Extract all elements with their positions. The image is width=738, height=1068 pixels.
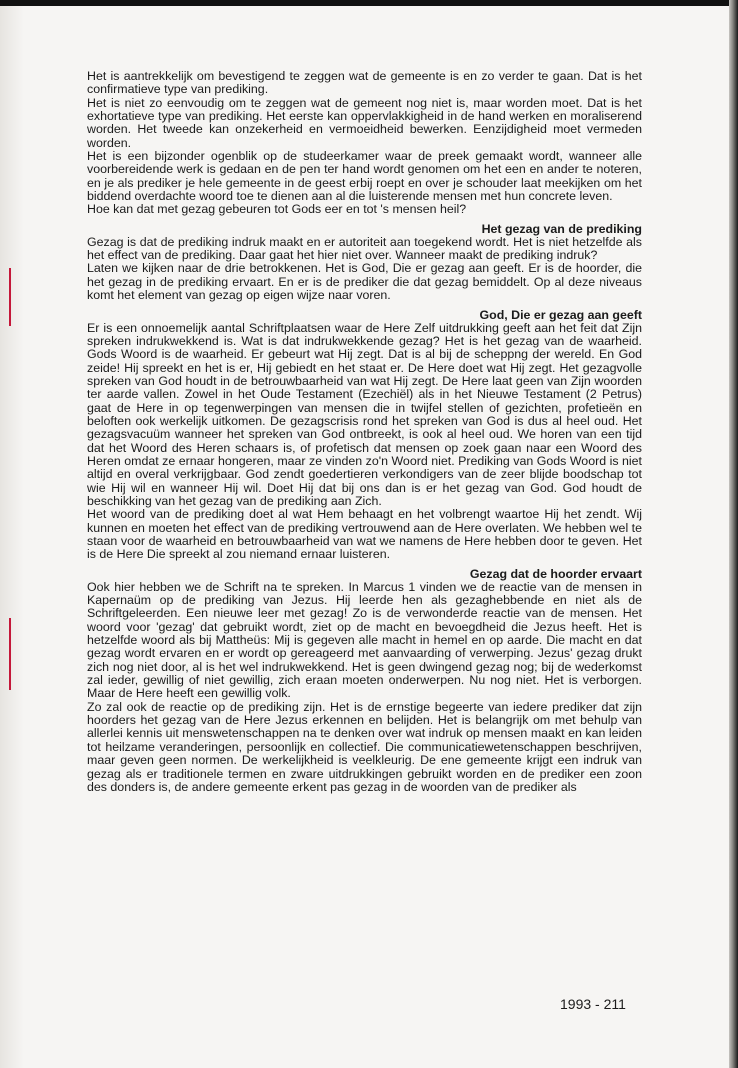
paragraph: Het woord van de prediking doet al wat Hem behaagt en het volbrengt waartoe Hij het zendt. Wij kunnen en moeten het effect van de prediking vertrouwend aan de Here overlaten. We hebben wel te staan voor de waarheid en betrouwbaarheid van wat we namens de Here hebben door te geven. Het is de Here Die spreekt al zou niemand ernaar luisteren. — [87, 507, 642, 562]
paragraph: Hoe kan dat met gezag gebeuren tot Gods eer en tot 's mensen heil? — [87, 202, 467, 217]
paragraph: Het is aantrekkelijk om bevestigend te zeggen wat de gemeente is en zo verder te gaan. Dat is het confirmatieve type van prediking. — [87, 69, 642, 97]
paragraph: Er is een onnoemelijk aantal Schriftplaatsen waar de Here Zelf uitdrukking geeft aan het feit dat Zijn spreken indrukwekkend is. Wat is dat indrukwekkende gezag? Het is het gezag van de waarheid. Gods Woord is de waarheid. Er gebeurt wat Hij zegt. Dat is al bij de scheppng der wereld. En God zeide! Hij spreekt en het is er, Hij gebiedt en het staat er. De Here doet wat Hij zegt. Het gezagvolle spreken van God houdt in de betrouwbaarheid van wat Hij zegt. De Here laat geen van Zijn woorden ter aarde vallen. Zowel in het Oude Testament (Ezechiël) als in het Nieuwe Testament (2 Petrus) gaat de Here in op tegenwerpingen van mensen die in twijfel stellen of gezichten, profetieën en beloften ook werkelijk uitkomen. De gezagscrisis rond het spreken van God is dus al heel oud. Het gezagsvacuüm wanneer het spreken van God ontbreekt, is ook al heel oud. We horen van een tijd dat het Woord des Heren schaars is, of profetisch dat mensen op zoek gaan naar een Woord des Heren omdat ze ernaar hongeren, maar ze vinden zo'n Woord niet. Prediking van Gods Woord is niet altijd en overal verkrijgbaar. God zendt goedertieren verkondigers van de zeer blijde boodschap tot wie Hij wil en wanneer Hij wil. Doet Hij dat bij ons dan is er het gezag van God. God houdt de beschikking van het gezag van de prediking aan Zich. — [87, 320, 642, 508]
section-heading-hoorder: Gezag dat de hoorder ervaart — [469, 566, 642, 581]
paragraph: Laten we kijken naar de drie betrokkenen. Het is God, Die er gezag aan geeft. Er is de hoorder, die het gezag in de prediking ervaart. En er is de prediker die dat gezag bemiddelt. Op al deze niveaus komt het element van gezag op eigen wijze naar voren. — [87, 261, 642, 303]
paragraph: Gezag is dat de prediking indruk maakt en er autoriteit aan toegekend wordt. Het is niet hetzelfde als het effect van de prediking. Daar gaat het hier niet over. Wanneer maakt de prediking indruk? — [87, 234, 642, 263]
scan-top-edge — [0, 0, 738, 6]
section-heading-god-gezag: God, Die er gezag aan geeft — [479, 307, 642, 322]
paragraph: Zo zal ook de reactie op de prediking zijn. Het is de ernstige begeerte van iedere prediker dat zijn hoorders het gezag van de Here Jezus erkennen en belijden. Het is belangrijk om met behulp van allerlei kennis uit menswetenschappen na te denken over wat indruk op mensen maakt en kan leiden tot heilzame veranderingen, persoonlijk en collectief. Die communicatiewetenschappen beschrijven, maar geven geen normen. De werkelijkheid is veelkleurig. De ene gemeente krijgt een indruk van gezag als er traditionele termen en zware uitdrukkingen gebruikt worden en de prediker een zoon des donders is, de andere gemeente erkent pas gezag in de woorden van de prediker als — [87, 699, 642, 794]
article-body — [87, 70, 642, 794]
section-heading-gezag-prediking: Het gezag van de prediking — [481, 221, 642, 236]
page-gutter-shade — [0, 0, 24, 1068]
scan-right-edge — [729, 0, 738, 1068]
paragraph: Het is niet zo eenvoudig om te zeggen wat de gemeent nog niet is, maar worden moet. Dat is het exhortatieve type van prediking. Het eerste kan oppervlakkigheid in de hand werken en moraliserend worden. Het tweede kan onzekerheid en vermoeidheid bewerken. Eenzijdigheid moet vermeden worden. — [87, 95, 642, 150]
paragraph: Ook hier hebben we de Schrift na te spreken. In Marcus 1 vinden we de reactie van de mensen in Kapernaüm op de prediking van Jezus. Hij leerde hen als gezaghebbende en niet als de Schriftgeleerden. Een nieuwe leer met gezag! Zo is de verwonderde reactie van de mensen. Het woord voor 'gezag' dat gebruikt wordt, ziet op de macht en bevoegdheid die Jezus heeft. Het is hetzelfde woord als bij Mattheüs: Mij is gegeven alle macht in hemel en op aarde. Die macht en dat gezag wordt ervaren en er wordt op gereageerd met aanvaarding of verwerping. Jezus' gezag drukt zich nog niet door, al is het wel indrukwekkend. Het is geen dwingend gezag nog; bij de wederkomst zal ieder, gewillig of niet gewillig, zich eraan moeten onderwerpen. Nu nog niet. Het is verborgen. Maar de Here heeft een gewillig volk. — [87, 579, 642, 701]
page-number: 1993 - 211 — [560, 996, 626, 1012]
margin-marker-1 — [9, 268, 11, 326]
margin-marker-2 — [9, 618, 11, 690]
paragraph: Het is een bijzonder ogenblik op de studeerkamer waar de preek gemaakt wordt, wanneer alle voorbereidende werk is gedaan en de pen ter hand wordt genomen om het een en ander te noteren, en je als prediker je hele gemeente in de geest erbij roept en over je schouder laat meekijken om het biddend overdachte woord toe te dienen aan al die luisterende mensen met hun concrete leven. — [87, 149, 642, 204]
